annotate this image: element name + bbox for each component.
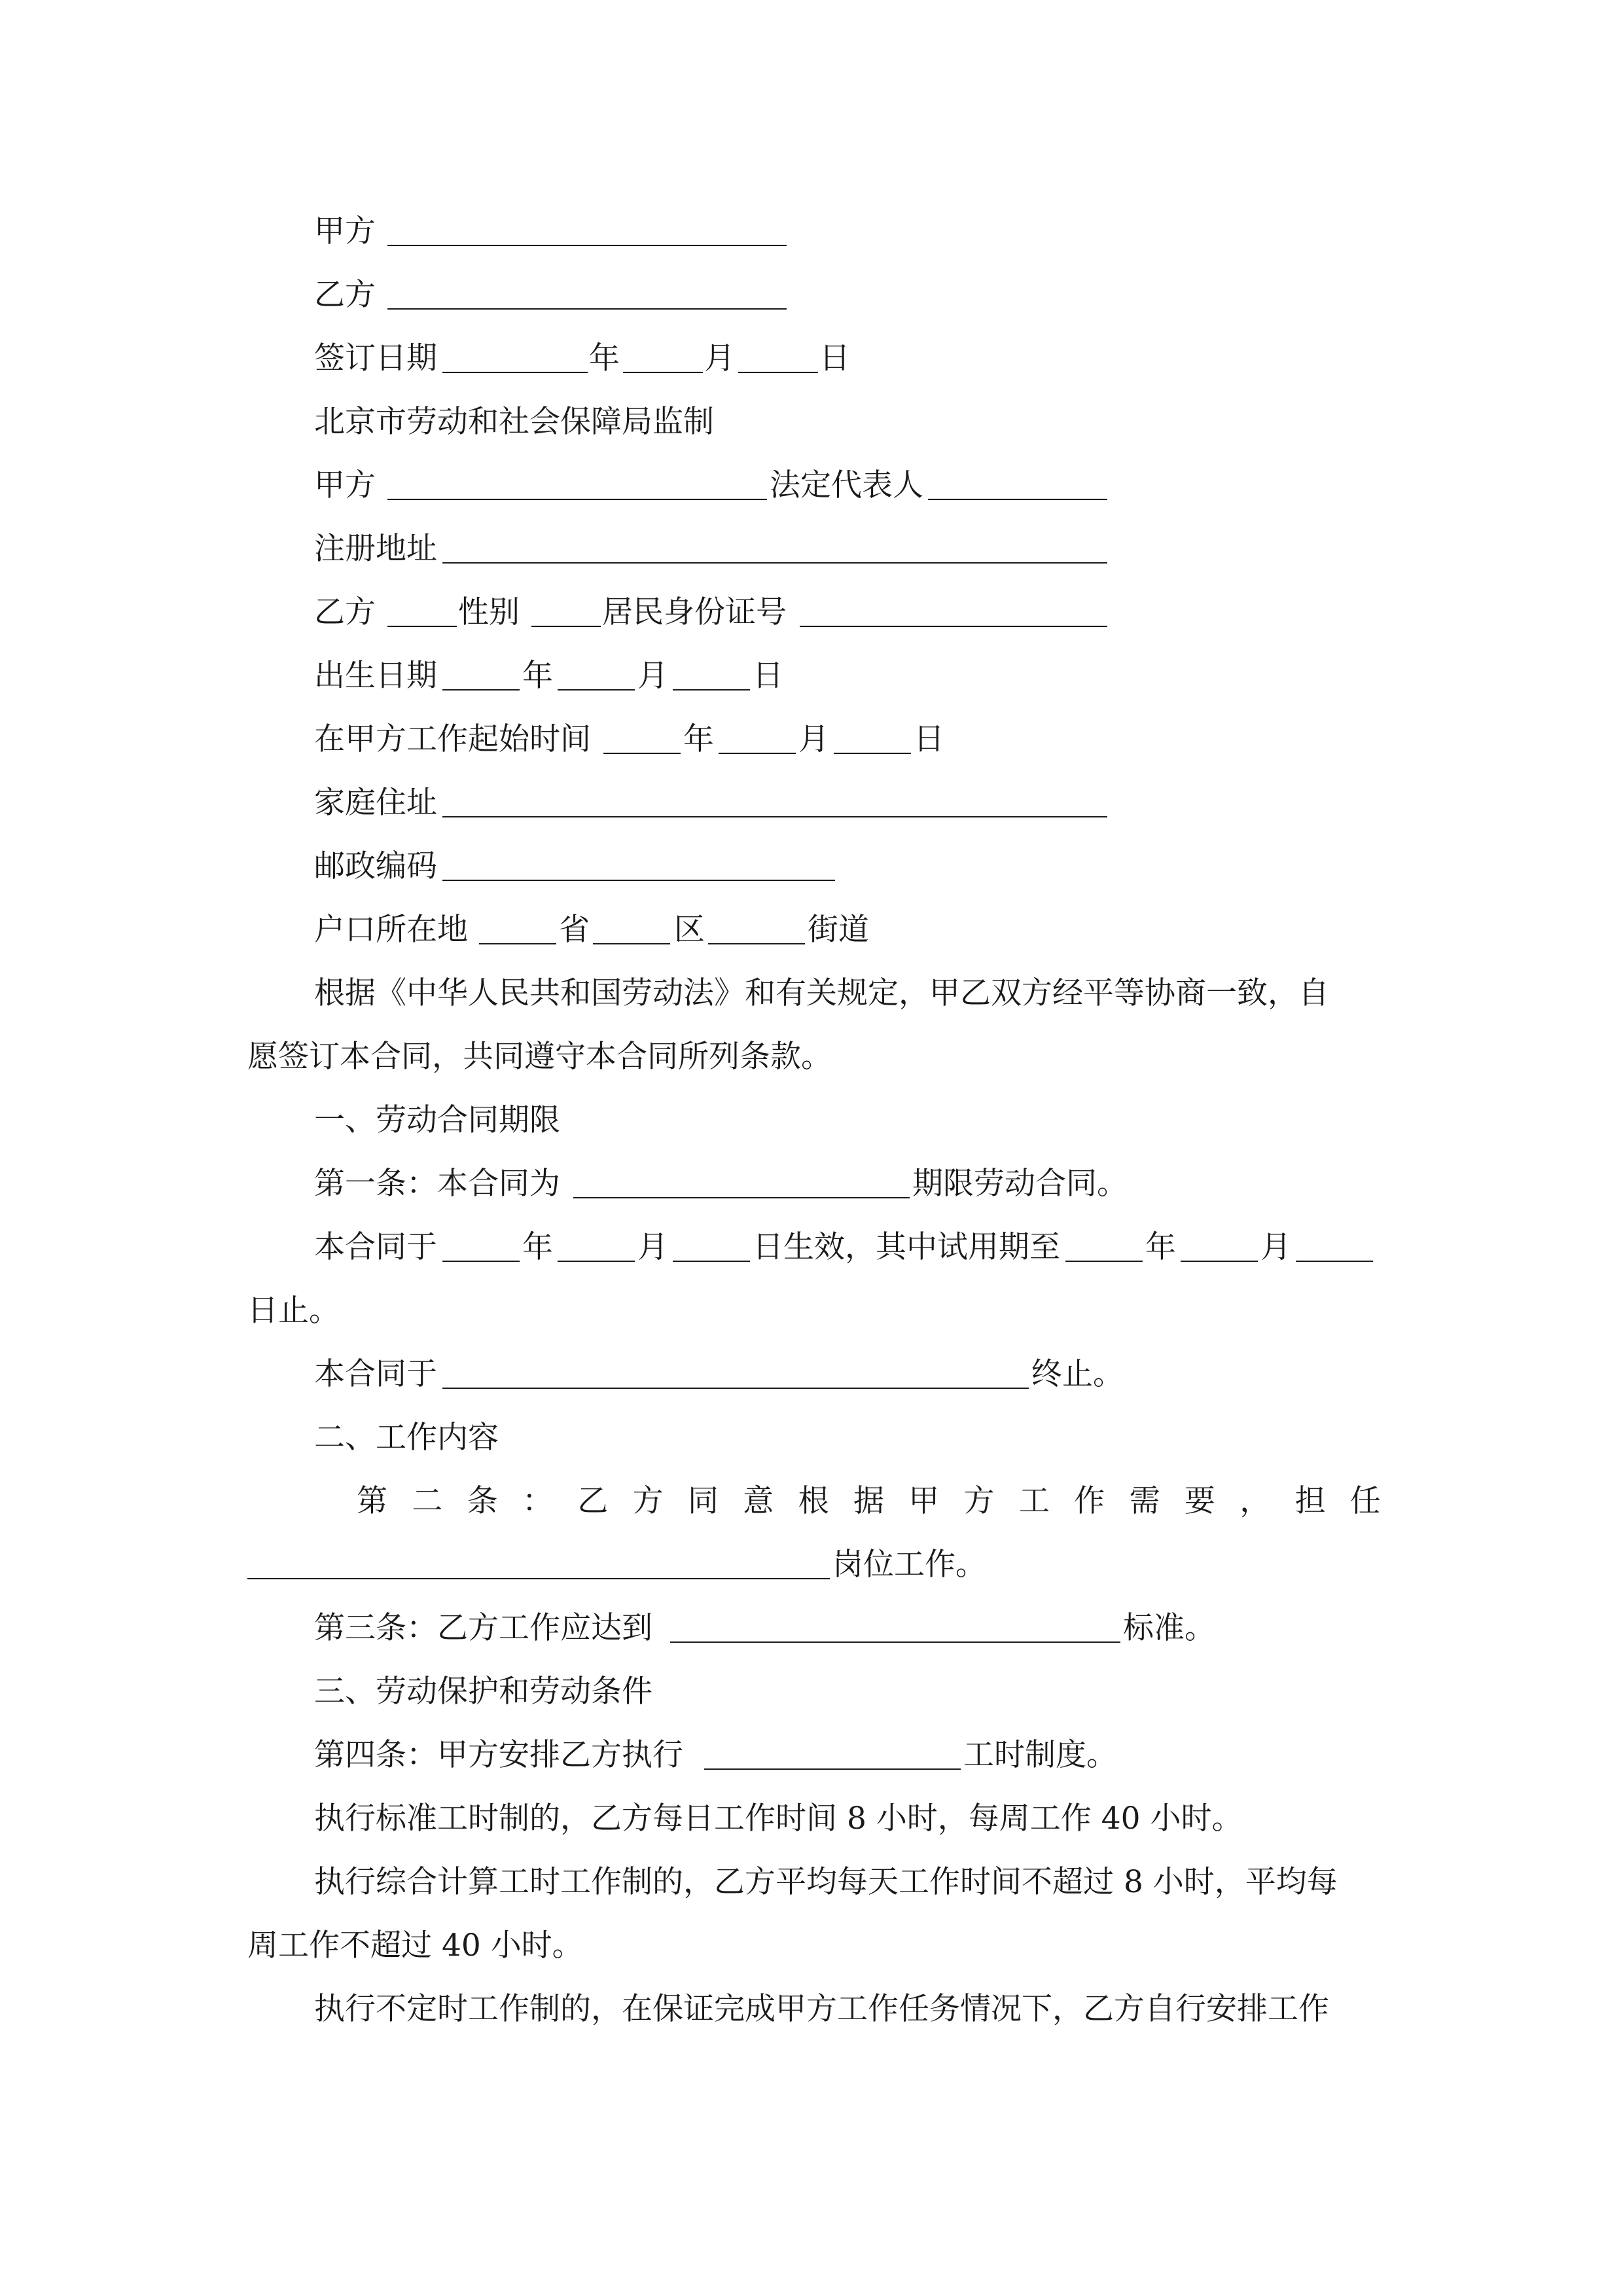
art2-char: 意 bbox=[743, 1483, 774, 1519]
art2-char: 第 bbox=[357, 1483, 387, 1519]
probation-year-label: 年 bbox=[1145, 1229, 1176, 1265]
article-2-line-2 bbox=[0, 1545, 1623, 1585]
section-1-heading bbox=[0, 1101, 1623, 1140]
flexible-hours-line bbox=[0, 1990, 1623, 2029]
info-party-b-line bbox=[0, 593, 1623, 632]
section-3-title: 三、劳动保护和劳动条件 bbox=[314, 1674, 652, 1710]
section-2-heading bbox=[0, 1418, 1623, 1458]
article-4-suffix: 工时制度。 bbox=[963, 1737, 1117, 1773]
hukou-label: 户口所在地 bbox=[314, 912, 468, 948]
art2-char: 根 bbox=[798, 1483, 829, 1519]
birth-day-blank[interactable] bbox=[673, 656, 750, 691]
article-3-suffix: 标准。 bbox=[1123, 1610, 1215, 1646]
effective-year-blank[interactable] bbox=[442, 1228, 520, 1262]
termination-blank[interactable] bbox=[442, 1355, 1029, 1389]
art2-char: ， bbox=[1240, 1483, 1271, 1519]
termination-prefix: 本合同于 bbox=[314, 1356, 437, 1392]
probation-month-blank[interactable] bbox=[1181, 1228, 1258, 1262]
work-hour-system-blank[interactable] bbox=[704, 1736, 961, 1770]
gender-label: 性别 bbox=[458, 594, 520, 630]
info-party-a-blank[interactable] bbox=[387, 466, 767, 500]
effective-suffix: 日生效，其中试用期至 bbox=[753, 1229, 1060, 1265]
cover-month-blank[interactable] bbox=[623, 339, 703, 373]
comprehensive-hours-line-2 bbox=[0, 1926, 1623, 1965]
cover-month-label: 月 bbox=[704, 340, 735, 376]
start-month-label: 月 bbox=[798, 721, 829, 757]
home-address-line bbox=[0, 783, 1623, 823]
section-1-title: 一、劳动合同期限 bbox=[314, 1102, 560, 1138]
info-party-b-label: 乙方 bbox=[314, 594, 376, 630]
intro-line-1 bbox=[0, 974, 1623, 1013]
effective-day-blank[interactable] bbox=[673, 1228, 750, 1262]
art2-char: ： bbox=[522, 1483, 553, 1519]
art2-char: 工 bbox=[1018, 1483, 1050, 1519]
postcode-label: 邮政编码 bbox=[314, 848, 437, 884]
article-2-line bbox=[357, 1482, 1381, 1521]
comprehensive-hours-line-1 bbox=[0, 1863, 1623, 1902]
intro-line-2 bbox=[0, 1037, 1623, 1077]
termination-suffix: 终止。 bbox=[1031, 1356, 1124, 1392]
reg-address-blank[interactable] bbox=[442, 529, 1107, 564]
comprehensive-hours-text-1: 执行综合计算工时工作制的，乙方平均每天工作时间不超过 8 小时，平均每 bbox=[314, 1864, 1338, 1900]
start-time-line bbox=[0, 720, 1623, 759]
district-label: 区 bbox=[674, 912, 705, 948]
id-number-label: 居民身份证号 bbox=[602, 594, 787, 630]
art2-char: 据 bbox=[853, 1483, 884, 1519]
article-4-line bbox=[0, 1736, 1623, 1775]
comprehensive-hours-text-2: 周工作不超过 40 小时。 bbox=[247, 1928, 583, 1964]
reg-address-line bbox=[0, 529, 1623, 569]
article-3-line bbox=[0, 1609, 1623, 1648]
issuer-line bbox=[0, 403, 1623, 442]
cover-party-b-line bbox=[0, 276, 1623, 315]
start-day-blank[interactable] bbox=[834, 720, 911, 754]
hukou-street-blank[interactable] bbox=[708, 910, 805, 944]
standard-hours-text: 执行标准工时制的，乙方每日工作时间 8 小时，每周工作 40 小时。 bbox=[314, 1801, 1243, 1837]
art2-char: 需 bbox=[1129, 1483, 1160, 1519]
intro-text-1: 根据《中华人民共和国劳动法》和有关规定，甲乙双方经平等协商一致，自 bbox=[314, 975, 1329, 1011]
start-time-label: 在甲方工作起始时间 bbox=[314, 721, 591, 757]
flexible-hours-text: 执行不定时工作制的，在保证完成甲方工作任务情况下，乙方自行安排工作 bbox=[314, 1991, 1329, 2027]
effective-prefix: 本合同于 bbox=[314, 1229, 437, 1265]
cover-party-a-line bbox=[0, 212, 1623, 251]
article-1-line bbox=[0, 1164, 1623, 1204]
termination-line bbox=[0, 1355, 1623, 1394]
legal-rep-label: 法定代表人 bbox=[770, 467, 923, 503]
info-party-a-line bbox=[0, 466, 1623, 505]
start-year-blank[interactable] bbox=[603, 720, 681, 754]
art2-char: 乙 bbox=[577, 1483, 609, 1519]
section-3-heading bbox=[0, 1672, 1623, 1712]
standard-hours-line bbox=[0, 1799, 1623, 1839]
article-1-prefix: 第一条：本合同为 bbox=[314, 1166, 560, 1202]
start-day-label: 日 bbox=[914, 721, 944, 757]
info-party-b-blank[interactable] bbox=[387, 593, 457, 627]
section-2-title: 二、工作内容 bbox=[314, 1420, 499, 1456]
intro-text-2: 愿签订本合同，共同遵守本合同所列条款。 bbox=[247, 1039, 832, 1075]
art2-char: 任 bbox=[1349, 1483, 1381, 1519]
birth-year-label: 年 bbox=[522, 658, 553, 694]
article-4-prefix: 第四条：甲方安排乙方执行 bbox=[314, 1737, 683, 1773]
cover-day-label: 日 bbox=[819, 340, 850, 376]
cover-party-b-blank[interactable] bbox=[387, 276, 787, 310]
home-address-blank[interactable] bbox=[442, 783, 1107, 817]
issuer-text: 北京市劳动和社会保障局监制 bbox=[314, 404, 714, 440]
art2-char: 方 bbox=[632, 1483, 664, 1519]
start-year-label: 年 bbox=[683, 721, 714, 757]
effective-year-label: 年 bbox=[522, 1229, 553, 1265]
contract-term-type-blank[interactable] bbox=[573, 1164, 910, 1198]
cover-sign-date-line bbox=[0, 339, 1623, 378]
street-label: 街道 bbox=[808, 912, 869, 948]
art2-char: 二 bbox=[412, 1483, 443, 1519]
start-month-blank[interactable] bbox=[719, 720, 796, 754]
birth-month-blank[interactable] bbox=[558, 656, 635, 691]
article-2-suffix: 岗位工作。 bbox=[832, 1547, 986, 1583]
birth-month-label: 月 bbox=[637, 658, 668, 694]
effective-end-line bbox=[0, 1291, 1623, 1331]
postcode-line bbox=[0, 847, 1623, 886]
position-blank[interactable] bbox=[247, 1545, 830, 1579]
effective-month-blank[interactable] bbox=[558, 1228, 635, 1262]
cover-year-label: 年 bbox=[589, 340, 620, 376]
cover-party-a-label: 甲方 bbox=[314, 213, 376, 249]
cover-party-b-label: 乙方 bbox=[314, 277, 376, 313]
legal-rep-blank[interactable] bbox=[928, 466, 1107, 500]
art2-char: 同 bbox=[687, 1483, 719, 1519]
birth-year-blank[interactable] bbox=[442, 656, 520, 691]
effective-end-text: 日止。 bbox=[247, 1293, 340, 1329]
effective-line bbox=[0, 1228, 1623, 1267]
birth-date-label: 出生日期 bbox=[314, 658, 437, 694]
hukou-province-blank[interactable] bbox=[479, 910, 556, 944]
hukou-district-blank[interactable] bbox=[593, 910, 670, 944]
cover-day-blank[interactable] bbox=[738, 339, 818, 373]
probation-day-blank[interactable] bbox=[1296, 1228, 1373, 1262]
effective-month-label: 月 bbox=[637, 1229, 668, 1265]
id-number-blank[interactable] bbox=[800, 593, 1107, 627]
info-party-a-label: 甲方 bbox=[314, 467, 376, 503]
art2-char: 担 bbox=[1294, 1483, 1326, 1519]
birth-day-label: 日 bbox=[753, 658, 783, 694]
cover-year-blank[interactable] bbox=[442, 339, 588, 373]
cover-sign-date-label: 签订日期 bbox=[314, 340, 437, 376]
cover-party-a-blank[interactable] bbox=[387, 212, 787, 246]
hukou-line bbox=[0, 910, 1623, 950]
article-1-suffix: 期限劳动合同。 bbox=[912, 1166, 1128, 1202]
probation-month-label: 月 bbox=[1260, 1229, 1291, 1265]
province-label: 省 bbox=[559, 912, 590, 948]
art2-char: 方 bbox=[963, 1483, 995, 1519]
reg-address-label: 注册地址 bbox=[314, 531, 437, 567]
probation-year-blank[interactable] bbox=[1065, 1228, 1143, 1262]
home-address-label: 家庭住址 bbox=[314, 785, 437, 821]
art2-char: 要 bbox=[1184, 1483, 1215, 1519]
birth-date-line bbox=[0, 656, 1623, 696]
art2-char: 甲 bbox=[908, 1483, 940, 1519]
postcode-blank[interactable] bbox=[442, 847, 835, 881]
art2-char: 作 bbox=[1074, 1483, 1105, 1519]
art2-char: 条 bbox=[467, 1483, 498, 1519]
gender-blank[interactable] bbox=[531, 593, 601, 627]
article-3-prefix: 第三条：乙方工作应达到 bbox=[314, 1610, 652, 1646]
work-standard-blank[interactable] bbox=[670, 1609, 1120, 1643]
